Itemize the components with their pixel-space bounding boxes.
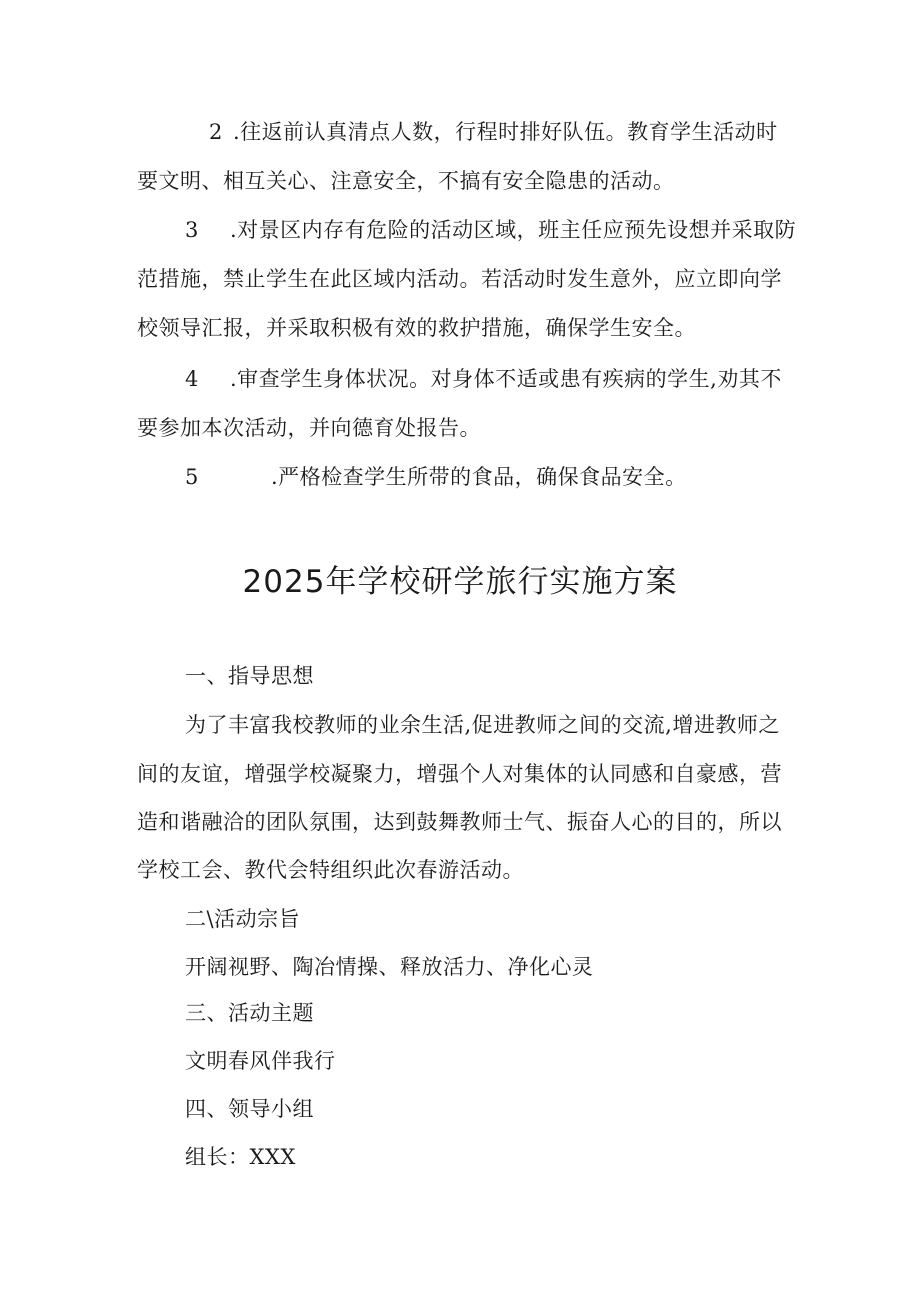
item-5-number: 5 bbox=[185, 465, 199, 489]
item-3-number: 3 bbox=[185, 218, 199, 242]
section-3-body: 文明春风伴我行 bbox=[185, 1049, 336, 1073]
item-4-number: 4 bbox=[185, 367, 199, 391]
section-1-paragraph-line: 间的友谊，增强学校凝聚力，增强个人对集体的认同感和自豪感，营 bbox=[137, 762, 782, 786]
item-2-line-1 bbox=[209, 117, 778, 147]
item-3-line-2: 范措施，禁止学生在此区域内活动。若活动时发生意外，应立即向学 bbox=[137, 267, 782, 291]
item-2-line-2: 要文明、相互关心、注意安全，不搞有安全隐患的活动。 bbox=[137, 169, 675, 193]
document-title: 2025年学校研学旅行实施方案 bbox=[242, 564, 678, 600]
section-4-heading: 四、领导小组 bbox=[185, 1097, 314, 1121]
section-2-heading: 二\活动宗旨 bbox=[185, 907, 301, 931]
section-1-paragraph-line: 造和谐融洽的团队氛围，达到鼓舞教师士气、振奋人心的目的，所以 bbox=[137, 810, 782, 834]
item-5-line-1 bbox=[185, 462, 687, 492]
section-1-heading: 一、指导思想 bbox=[185, 664, 314, 688]
item-4-line-1 bbox=[185, 364, 782, 394]
item-3-text-1: .对景区内存有危险的活动区域，班主任应预先设想并采取防 bbox=[230, 218, 797, 242]
item-4-text-1: .审查学生身体状况。对身体不适或患有疾病的学生,劝其不 bbox=[230, 367, 782, 391]
item-4-line-2: 要参加本次活动，并向德育处报告。 bbox=[137, 416, 481, 440]
item-3-line-1 bbox=[185, 215, 796, 245]
item-5-text-1: .严格检查学生所带的食品，确保食品安全。 bbox=[271, 465, 687, 489]
section-2-body: 开阔视野、陶冶情操、释放活力、净化心灵 bbox=[185, 955, 594, 979]
section-1-paragraph-line: 学校工会、教代会特组织此次春游活动。 bbox=[137, 858, 524, 882]
section-3-heading: 三、活动主题 bbox=[185, 1001, 314, 1025]
section-4-body: 组长：XXX bbox=[185, 1145, 296, 1169]
section-1-paragraph-line: 为了丰富我校教师的业余生活,促进教师之间的交流,增进教师之 bbox=[185, 713, 780, 737]
item-2-number: 2 bbox=[209, 120, 223, 144]
item-2-text-1: .往返前认真清点人数，行程时排好队伍。教育学生活动时 bbox=[233, 120, 778, 144]
item-3-line-3: 校领导汇报，并采取积极有效的救护措施，确保学生安全。 bbox=[137, 316, 696, 340]
